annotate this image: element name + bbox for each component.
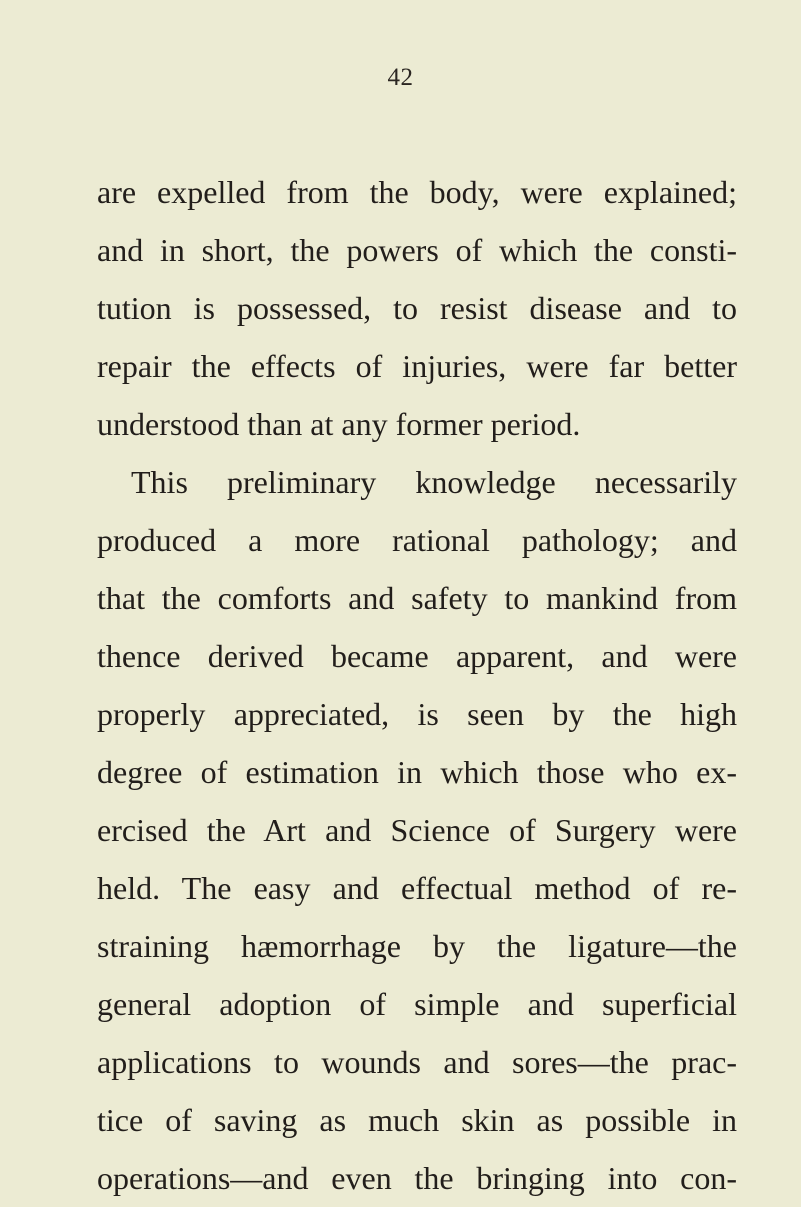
text-line: thence derived became apparent, and were: [97, 638, 737, 674]
text-line: repair the effects of injuries, were far better: [97, 348, 737, 384]
text-line: that the comforts and safety to mankind from: [97, 580, 737, 616]
page-number: 42: [387, 64, 414, 91]
body-text: [97, 163, 737, 1207]
text-line: produced a more rational pathology; and: [97, 522, 737, 558]
text-line: ercised the Art and Science of Surgery were: [97, 812, 737, 848]
text-line: tice of saving as much skin as possible in: [97, 1102, 737, 1138]
text-line: properly appreciated, is seen by the high: [97, 696, 737, 732]
text-line: and in short, the powers of which the consti-: [97, 232, 737, 268]
text-line: This preliminary knowledge necessarily: [131, 464, 737, 500]
text-line: operations—and even the bringing into con-: [97, 1160, 737, 1196]
text-line: tution is possessed, to resist disease and to: [97, 290, 737, 326]
text-line: applications to wounds and sores—the prac-: [97, 1044, 737, 1080]
text-line: general adoption of simple and superficial: [97, 986, 737, 1022]
text-line: are expelled from the body, were explained;: [97, 174, 737, 210]
text-line: straining hæmorrhage by the ligature—the: [97, 928, 737, 964]
text-line: degree of estimation in which those who ex-: [97, 754, 737, 790]
text-line: held. The easy and effectual method of re-: [97, 870, 737, 906]
text-line: understood than at any former period.: [97, 406, 581, 442]
